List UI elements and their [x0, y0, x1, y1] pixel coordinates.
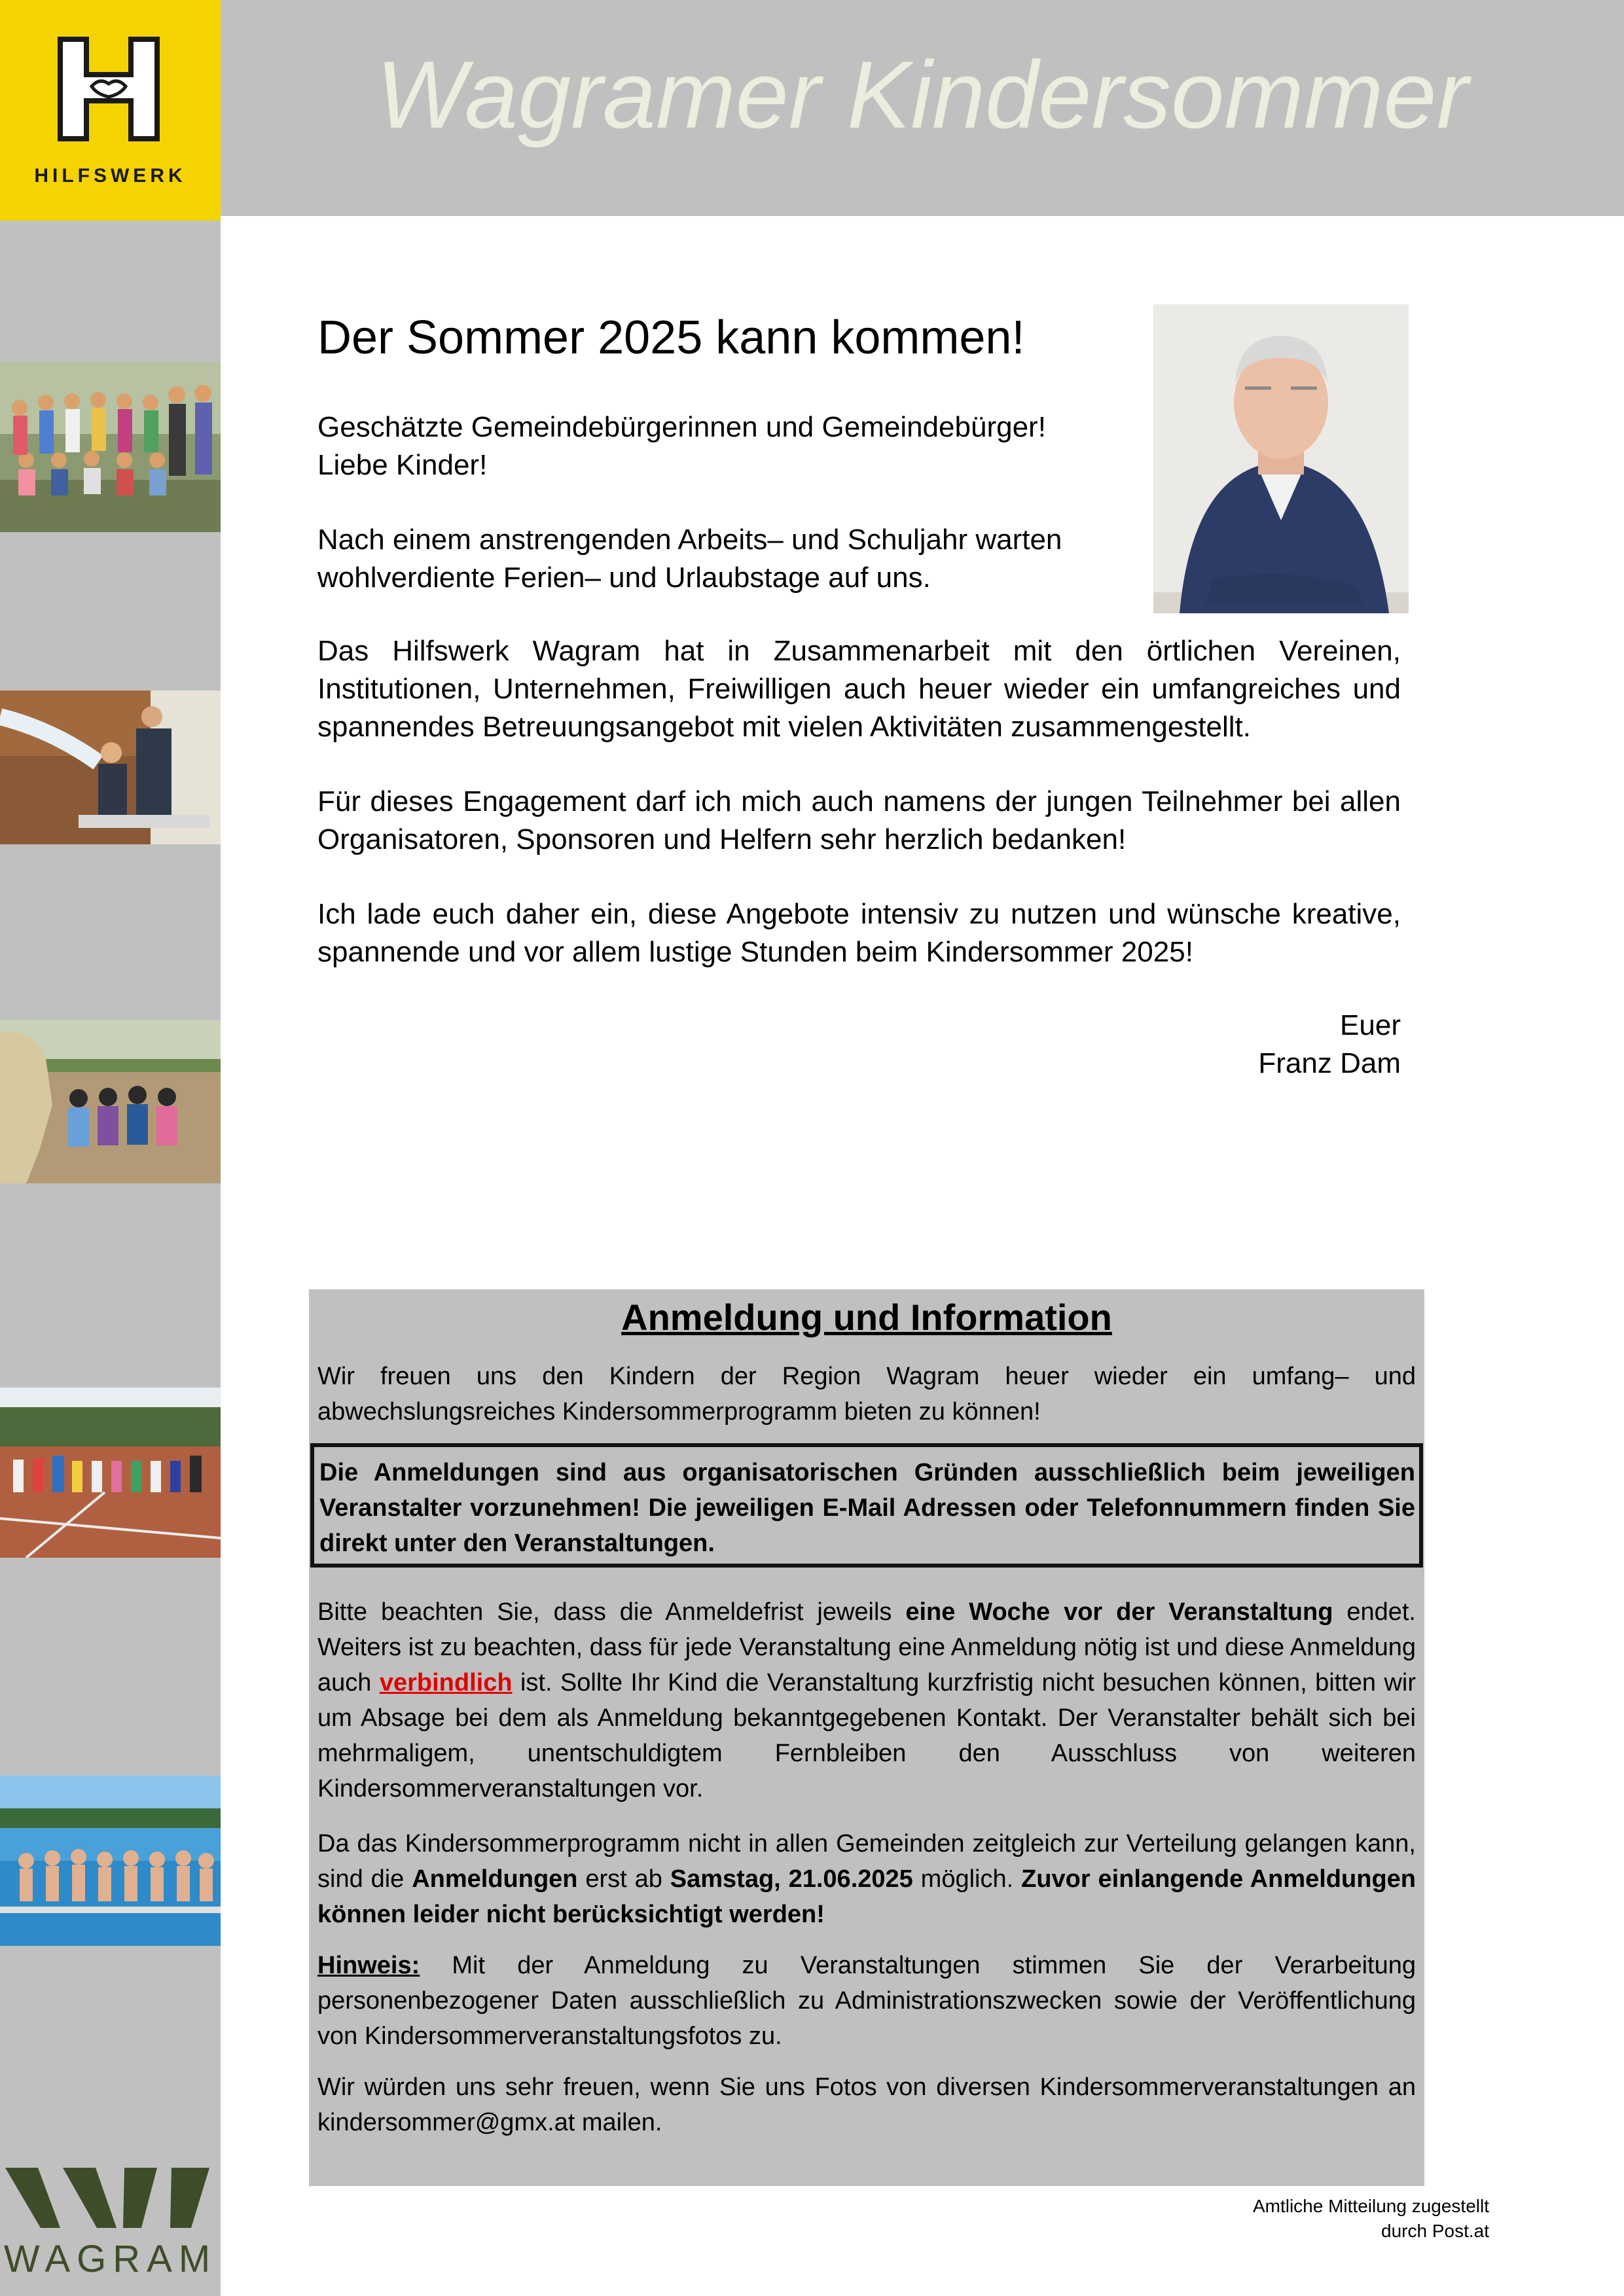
hint-label: Hinweis:: [317, 1952, 420, 1979]
start-text-mid2: möglich.: [912, 1865, 1022, 1893]
header-bar: [221, 0, 1624, 216]
sidebar-photo-firefighters: [0, 691, 221, 844]
deadline-text-end: ist. Sollte Ihr Kind die Veranstaltung kurzfristig nicht besuchen können, bitten wir um Absage bei dem als Anmeldung bekanntgegebenen Kontakt. Der Veranstalter behält sich bei mehrmaligem, unentschuldigtem Fernbleiben den Ausschluss von weiteren Kindersommerveranstaltungen vor.: [317, 1669, 1416, 1803]
registration-notice-box: [310, 1443, 1423, 1568]
info-photos-text: Wir würden uns sehr freuen, wenn Sie uns Fotos von diversen Kindersommerveranstaltungen an kindersommer@gmx.at mailen.: [317, 2073, 1416, 2136]
hilfswerk-logo: [0, 0, 221, 221]
registration-notice-text: Die Anmeldungen sind aus organisatorischen Gründen ausschließlich beim jeweiligen Veranstalter vorzunehmen! Die jeweiligen E-Mail Adressen oder Telefonnummern finden Sie direkt unter den Veranstaltungen.: [319, 1459, 1415, 1557]
sidebar-photo-pool: [0, 1776, 221, 1946]
sidebar-photo-horse: [0, 1020, 221, 1183]
portrait-photo: [1153, 304, 1409, 613]
deadline-bold: eine Woche vor der Veranstaltung: [905, 1598, 1333, 1626]
start-text-mid: erst ab: [577, 1865, 670, 1893]
info-title: Anmeldung und Information: [621, 1297, 1112, 1338]
letter-signature-block: [1113, 1007, 1401, 1083]
info-deadline: [317, 1594, 1416, 1806]
letter-paragraph-2-text: Das Hilfswerk Wagram hat in Zusammenarbeit mit den örtlichen Vereinen, Institutionen, Unternehmen, Freiwilligen auch heuer wieder ein umfangreiches und spannendes Betreuungsangebot mit vielen Aktivitäten zusammengestellt.: [317, 635, 1401, 743]
footer-line-1: Amtliche Mitteilung zugestellt: [1252, 2196, 1489, 2216]
letter-paragraph-2: [317, 632, 1401, 746]
deadline-text-start: Bitte beachten Sie, dass die Anmeldefrist jeweils: [317, 1598, 906, 1626]
hilfswerk-logo-text: HILFSWERK: [34, 165, 187, 187]
letter-paragraph-1-text: Nach einem anstrengenden Arbeits– und Schuljahr warten wohlverdiente Ferien– und Urlaubstage auf uns.: [317, 524, 1062, 594]
deadline-text-mid: endet. Weiters ist zu beachten, dass für jede Veranstaltung eine Anmeldung nötig ist und diese Anmeldung auch: [317, 1598, 1416, 1696]
sidebar-photo-tennis: [0, 1388, 221, 1558]
letter-paragraph-4: [317, 895, 1401, 971]
letter-greeting: [317, 408, 1129, 484]
start-bold-registrations: Anmeldungen: [412, 1865, 578, 1893]
info-photos: [317, 2070, 1416, 2140]
binding-word: verbindlich: [379, 1669, 513, 1696]
letter-paragraph-1: [317, 521, 1129, 597]
sidebar-photo-group-kids: [0, 362, 221, 532]
letter-signature: Franz Dam: [1258, 1047, 1401, 1079]
info-intro: [317, 1359, 1416, 1429]
start-bold-warning: Zuvor einlangende Anmeldungen können leider nicht berücksichtigt werden!: [317, 1865, 1416, 1928]
page-title: Wagramer Kindersommer: [376, 41, 1469, 148]
hilfswerk-h-icon: [54, 34, 164, 144]
letter-paragraph-4-text: Ich lade euch daher ein, diese Angebote intensiv zu nutzen und wünsche kreative, spannende und vor allem lustige Stunden beim Kindersommer 2025!: [317, 898, 1401, 968]
info-start-date: [317, 1826, 1416, 1932]
letter-closing: Euer: [1340, 1009, 1401, 1041]
greeting-line-1: Geschätzte Gemeindebürgerinnen und Gemeindebürger!: [317, 411, 1046, 443]
start-text-start: Da das Kindersommerprogramm nicht in allen Gemeinden zeitgleich zur Verteilung gelangen kann, sind die: [317, 1830, 1416, 1893]
wagram-logo: [0, 2157, 221, 2296]
letter-paragraph-3-text: Für dieses Engagement darf ich mich auch namens der jungen Teilnehmer bei allen Organisatoren, Sponsoren und Helfern sehr herzlich bedanken!: [317, 785, 1401, 855]
letter-title: Der Sommer 2025 kann kommen!: [317, 312, 1025, 364]
info-hint: [317, 1948, 1416, 2054]
greeting-line-2: Liebe Kinder!: [317, 449, 488, 481]
wagram-logo-icon: [0, 2157, 221, 2236]
wagram-logo-text: WAGRAM: [3, 2238, 217, 2280]
info-intro-text: Wir freuen uns den Kindern der Region Wagram heuer wieder ein umfang– und abwechslungsreiches Kindersommerprogramm bieten zu können!: [317, 1363, 1416, 1426]
footer-line-2: durch Post.at: [1381, 2221, 1489, 2241]
letter-paragraph-3: [317, 783, 1401, 859]
postal-footer: [1113, 2194, 1489, 2244]
start-date: Samstag, 21.06.2025: [670, 1865, 913, 1893]
hint-text: Mit der Anmeldung zu Veranstaltungen stimmen Sie der Verarbeitung personenbezogener Daten ausschließlich zu Administrationszwecken sowie der Veröffentlichung von Kindersommerveranstaltungsfotos zu.: [317, 1952, 1416, 2050]
